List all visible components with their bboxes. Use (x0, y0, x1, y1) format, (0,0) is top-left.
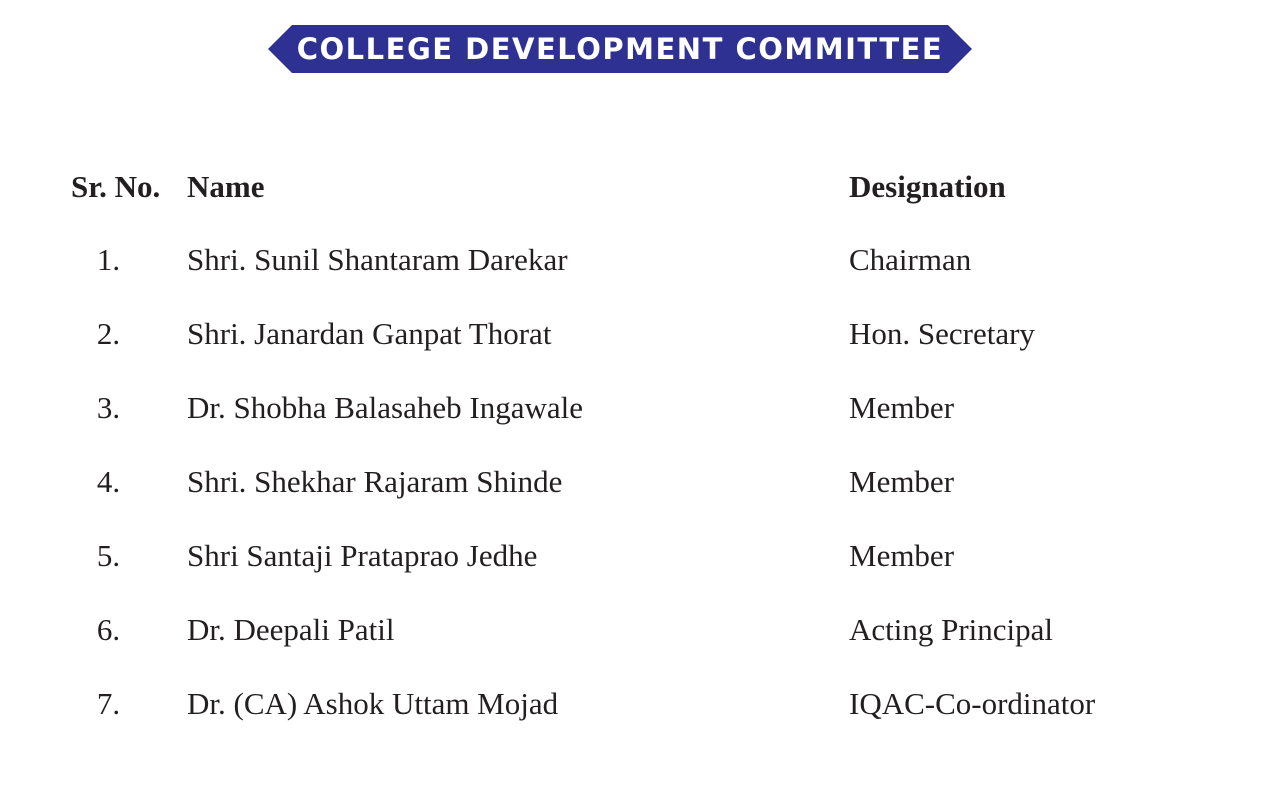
header-designation: Designation (849, 169, 1006, 204)
table-row (0, 240, 1275, 280)
row-sr-no: 6. (96, 612, 121, 647)
row-name: Dr. Shobha Balasaheb Ingawale (187, 390, 583, 425)
row-name: Shri Santaji Prataprao Jedhe (187, 538, 538, 573)
row-designation: Hon. Secretary (849, 316, 1035, 351)
row-name: Dr. (CA) Ashok Uttam Mojad (187, 686, 559, 721)
row-sr-no: 1. (96, 242, 121, 277)
row-sr-no: 5. (96, 538, 121, 573)
row-designation: Acting Principal (849, 612, 1054, 647)
table-row (0, 462, 1275, 502)
row-sr-no: 2. (96, 316, 121, 351)
row-name: Dr. Deepali Patil (187, 612, 395, 647)
header-name: Name (187, 169, 265, 204)
row-designation: IQAC-Co-ordinator (849, 686, 1096, 721)
row-name: Shri. Janardan Ganpat Thorat (187, 316, 552, 351)
row-name: Shri. Sunil Shantaram Darekar (187, 242, 568, 277)
table-row (0, 536, 1275, 576)
table-row (0, 314, 1275, 354)
row-sr-no: 4. (96, 464, 121, 499)
row-designation: Member (849, 390, 955, 425)
table-header (0, 167, 1275, 207)
table-row (0, 610, 1275, 650)
row-designation: Member (849, 464, 955, 499)
header-sr-no: Sr. No. (71, 169, 161, 204)
table-row (0, 684, 1275, 724)
row-sr-no: 3. (96, 390, 121, 425)
table-row (0, 388, 1275, 428)
row-designation: Chairman (849, 242, 972, 277)
row-name: Shri. Shekhar Rajaram Shinde (187, 464, 563, 499)
row-designation: Member (849, 538, 955, 573)
row-sr-no: 7. (96, 686, 121, 721)
committee-title-banner (268, 25, 972, 73)
committee-title: COLLEGE DEVELOPMENT COMMITTEE (296, 32, 944, 66)
